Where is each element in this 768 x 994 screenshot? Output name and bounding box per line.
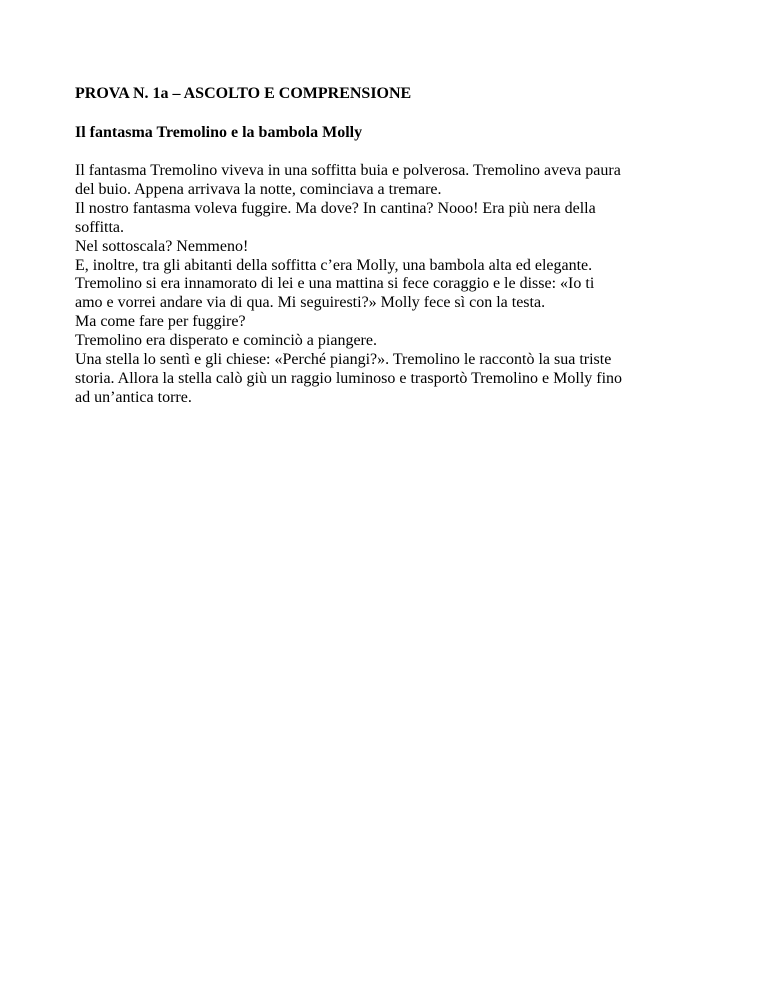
text-line: Tremolino era disperato e cominciò a piangere. [75,332,377,350]
text-line: Una stella lo sentì e gli chiese: «Perché piangi?». Tremolino le raccontò la sua triste [75,351,612,369]
text-line: ad un’antica torre. [75,388,192,406]
text-line: Ma come fare per fuggire? [75,313,246,331]
story-text [75,162,715,408]
text-line: soffitta. [75,218,125,236]
text-line: E, inoltre, tra gli abitanti della soffitta c’era Molly, una bambola alta ed elegante. [75,256,593,274]
text-line: storia. Allora la stella calò giù un raggio luminoso e trasportò Tremolino e Molly fino [75,369,623,387]
text-line: Il fantasma Tremolino viveva in una soffitta buia e polverosa. Tremolino aveva paura [75,162,621,179]
text-line: Il nostro fantasma voleva fuggire. Ma dove? In cantina? Nooo! Era più nera della [75,199,596,217]
text-line: amo e vorrei andare via di qua. Mi seguiresti?» Molly fece sì con la testa. [75,294,546,312]
document-heading: PROVA N. 1a – ASCOLTO E COMPRENSIONE [75,85,412,102]
story-title: Il fantasma Tremolino e la bambola Molly [75,124,363,141]
text-line: Tremolino si era innamorato di lei e una mattina si fece coraggio e le disse: «Io ti [75,275,595,293]
document-page [75,84,715,408]
text-line: del buio. Appena arrivava la notte, cominciava a tremare. [75,180,442,198]
text-line: Nel sottoscala? Nemmeno! [75,237,249,255]
